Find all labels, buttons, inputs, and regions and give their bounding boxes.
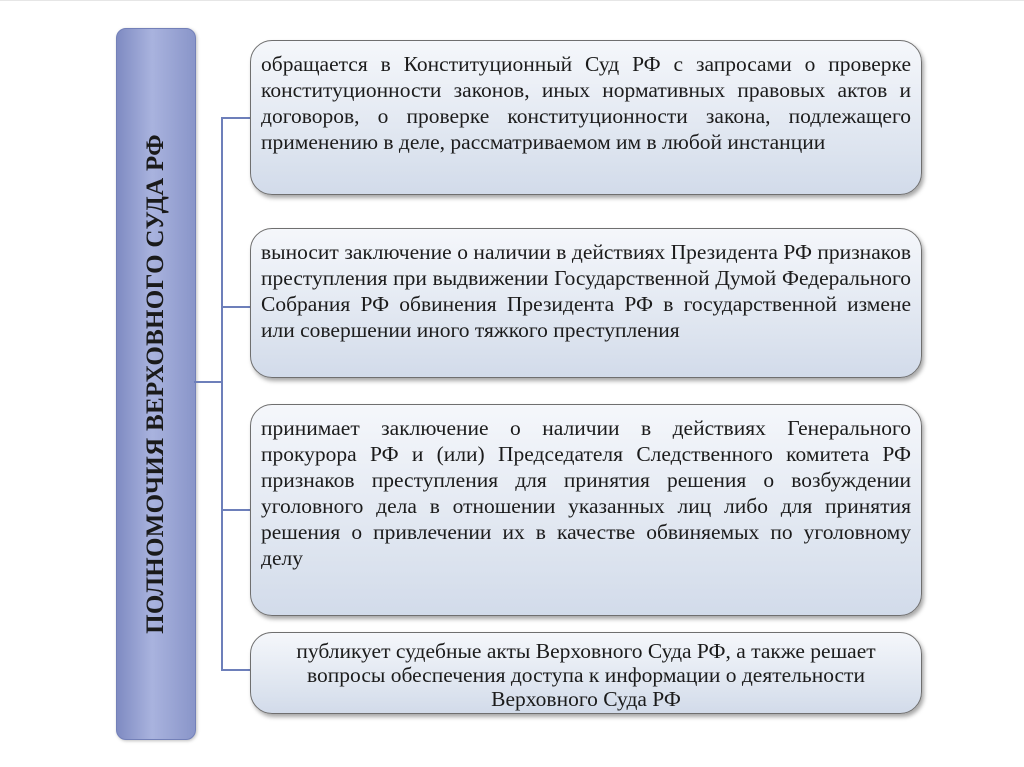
connector-stub <box>194 381 222 383</box>
power-card-3 <box>250 404 922 616</box>
connector-branch-4 <box>221 669 250 671</box>
title-box <box>116 28 196 740</box>
power-text-4: публикует судебные акты Верховного Суда РФ, а также решает вопросы обеспечения доступа к информации о деятельности Верховного Суда РФ <box>296 639 876 711</box>
slide-top-border <box>0 0 1024 1</box>
power-text-2: выносит заключение о наличии в действиях Президента РФ признаков преступления при выдвижении Государственной Думой Федерального Собрания РФ обвинения Президента РФ в государственной измене или совершении иного тяжкого преступления <box>261 240 911 342</box>
diagram-title: ПОЛНОМОЧИЯ ВЕРХОВНОГО СУДА РФ <box>142 134 169 634</box>
power-card-4 <box>250 632 922 714</box>
connector-branch-3 <box>221 509 250 511</box>
power-card-2 <box>250 228 922 378</box>
power-card-1 <box>250 40 922 195</box>
connector-trunk <box>221 117 223 670</box>
connector-branch-2 <box>221 306 250 308</box>
power-text-1: обращается в Конституционный Суд РФ с запросами о проверке конституционности законов, иных нормативных правовых актов и договоров, о проверке конституционности закона, подлежащего применению в деле, рассматриваемом им в любой инстанции <box>261 52 911 154</box>
power-text-3: принимает заключение о наличии в действиях Генерального прокурора РФ и (или) Председателя Следственного комитета РФ признаков преступления для принятия решения о возбуждении уголовного дела в отношении указанных лиц либо для принятия решения о привлечении их в качестве обвиняемых по уголовному делу <box>261 416 911 570</box>
connector-branch-1 <box>221 117 250 119</box>
